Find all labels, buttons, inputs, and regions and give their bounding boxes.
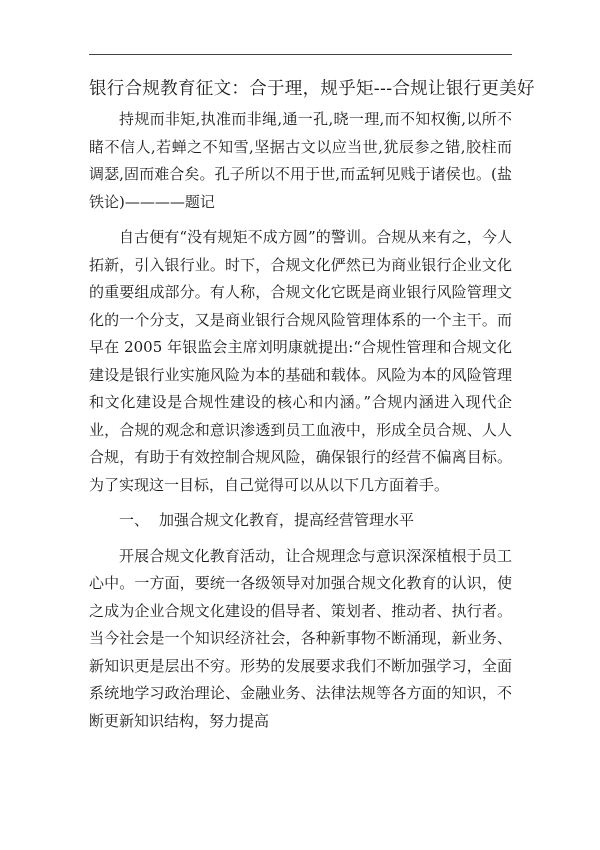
document-body	[89, 106, 512, 735]
intro-paragraph: 自古便有“没有规矩不成方圆”的警训。合规从来有之，今人拓新，引入银行业。时下，合规文化俨然已为商业银行企业文化的重要组成部分。有人称，合规文化它既是商业银行风险管理文化的一个分支，又是商业银行合规风险管理体系的一个主干。而早在 2005 年银监会主席刘明康就提出:“合规性管理和合规文化建设是银行业实施风险为本的基础和载体。风险为本的风险管理和文化建设是合规性建设的核心和内涵。”合规内涵进入现代企业，合规的观念和意识渗透到员工血液中，形成全员合规、人人合规，有助于有效控制合规风险，确保银行的经营不偏离目标。为了实现这一目标，自己觉得可以从以下几方面着手。	[89, 228, 512, 494]
epigraph-paragraph: 持规而非矩,执准而非绳,通一孔,晓一理,而不知权衡,以所不睹不信人,若蝉之不知雪,坚据古文以应当世,犹辰参之错,胶柱而调瑟,固而难合矣。孔子所以不用于世,而孟轲见贱于诸侯也。(盐铁论)————题记	[89, 110, 512, 211]
section-number: 一、	[119, 511, 150, 529]
section-title: 加强合规文化教育，提高经营管理水平	[159, 511, 415, 529]
document-title: 银行合规教育征文：合于理，规乎矩---合规让银行更美好	[89, 79, 535, 99]
header-rule	[89, 54, 512, 55]
section-paragraph: 开展合规文化教育活动，让合规理念与意识深深植根于员工心中。一方面，要统一各级领导对加强合规文化教育的认识，使之成为企业合规文化建设的倡导者、策划者、推动者、执行者。当今社会是一个知识经济社会，各种新事物不断涌现，新业务、新知识更是层出不穷。形势的发展要求我们不断加强学习，全面系统地学习政治理论、金融业务、法律法规等各方面的知识，不断更新知识结构，努力提高	[89, 546, 512, 730]
section-heading	[89, 507, 512, 535]
